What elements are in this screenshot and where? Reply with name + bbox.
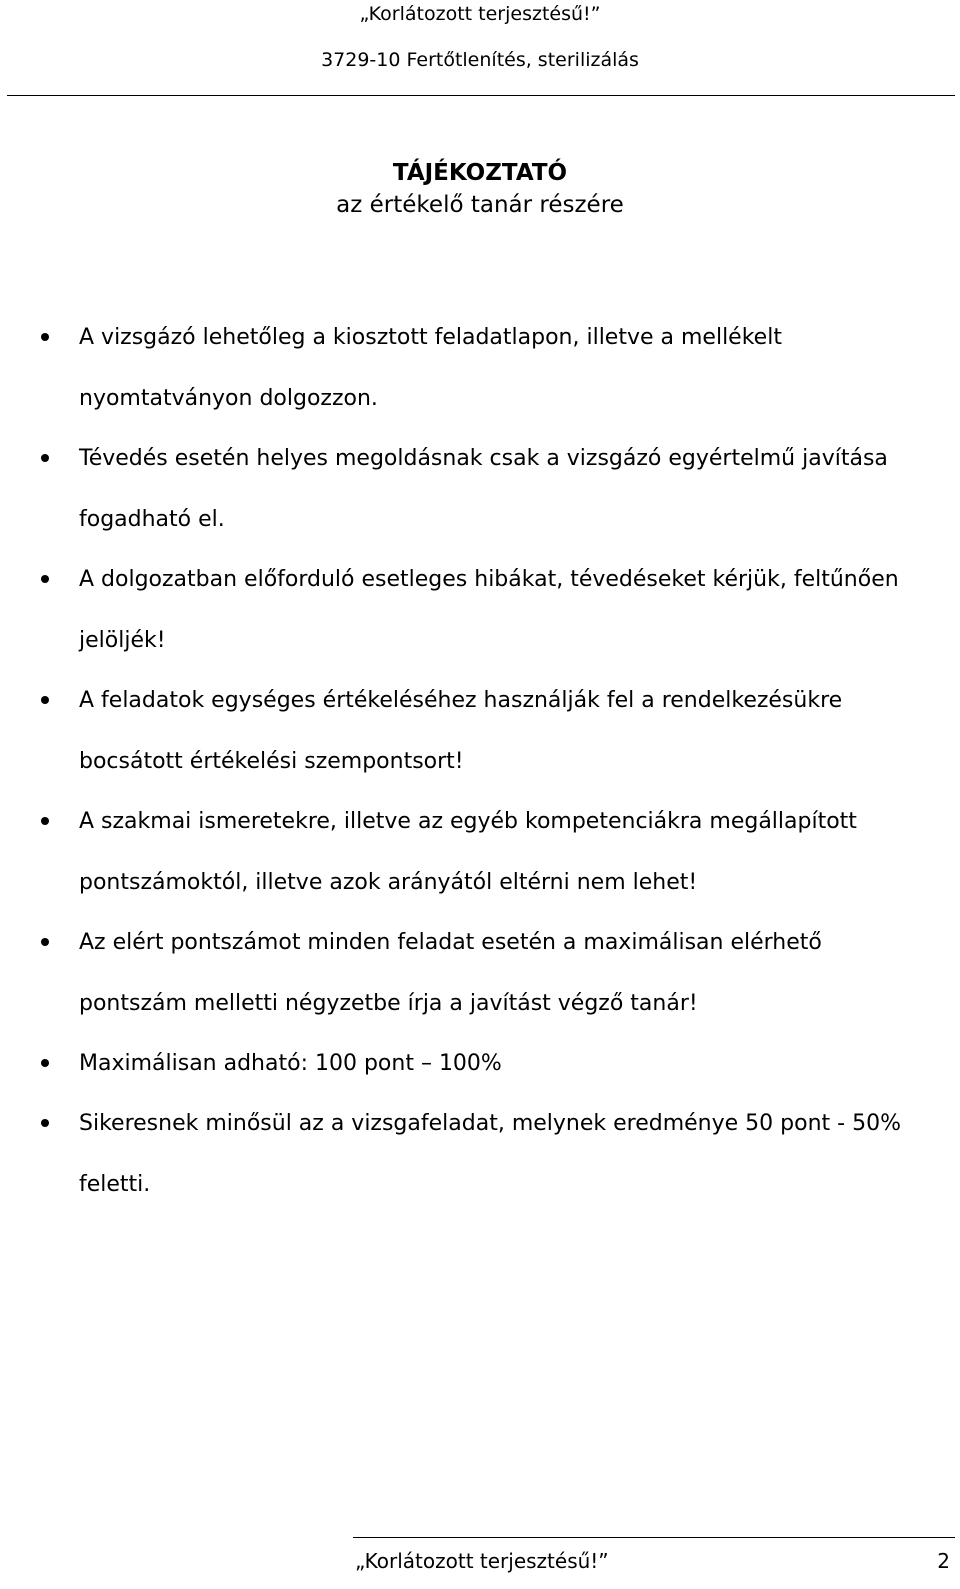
list-item [0,1033,909,1094]
bullet-icon [41,817,49,825]
list-item-text: A szakmai ismeretekre, illetve az egyéb kompetenciákra megállapított pontszámoktól, illetve azok arányától eltérni nem lehet! [79,809,857,895]
footer-restricted-notice: „Korlátozott terjesztésű!” [355,1549,609,1573]
list-item [0,428,909,550]
bullet-icon [41,575,49,583]
bullet-icon [41,454,49,462]
page-subtitle: az értékelő tanár részére [336,192,624,218]
list-item [0,549,909,671]
bullet-icon [41,938,49,946]
list-item-text: Sikeresnek minősül az a vizsgafeladat, melynek eredménye 50 pont - 50% feletti. [79,1111,901,1197]
module-title: 3729-10 Fertőtlenítés, sterilizálás [321,49,639,71]
bullet-icon [41,333,49,341]
bullet-icon [41,1059,49,1067]
page-title: TÁJÉKOZTATÓ [392,160,568,186]
list-item-text: A vizsgázó lehetőleg a kiosztott feladatlapon, illetve a mellékelt nyomtatványon dolgozzon. [79,325,782,411]
bullet-icon [41,696,49,704]
list-item [0,1093,909,1215]
page-number: 2 [937,1549,950,1573]
title-block [0,158,960,220]
list-item [0,670,909,792]
footer-divider [353,1537,955,1538]
list-item [0,912,909,1034]
list-item-text: Az elért pontszámot minden feladat esetén a maximálisan elérhető pontszám melletti négyzetbe írja a javítást végző tanár! [79,930,822,1016]
instruction-list [0,307,960,1214]
header-divider [7,95,955,96]
restricted-distribution-notice: „Korlátozott terjesztésű!” [359,3,601,25]
list-item [0,307,909,429]
list-item-text: A feladatok egységes értékeléséhez használják fel a rendelkezésükre bocsátott értékelési szempontsort! [79,688,843,774]
list-item-text: Tévedés esetén helyes megoldásnak csak a vizsgázó egyértelmű javítása fogadható el. [79,446,888,532]
list-item-text: A dolgozatban előforduló esetleges hibákat, tévedéseket kérjük, feltűnően jelöljék! [79,567,899,653]
bullet-icon [41,1119,49,1127]
list-item-text: Maximálisan adható: 100 pont – 100% [79,1051,502,1076]
list-item [0,791,909,913]
